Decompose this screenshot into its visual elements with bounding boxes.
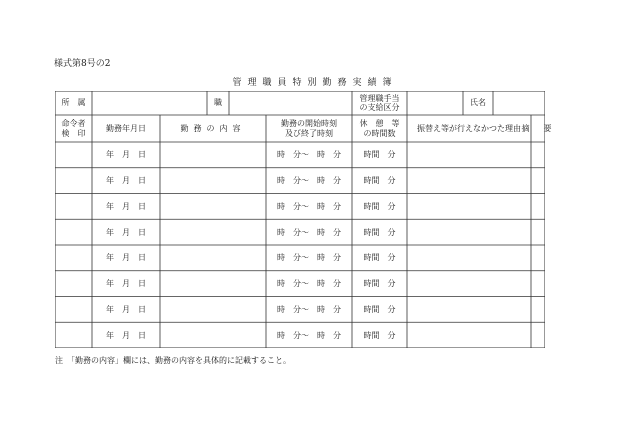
affiliation-value[interactable] (92, 91, 207, 115)
record-table (55, 91, 555, 348)
content-cell[interactable] (160, 271, 266, 297)
date-cell: 年 月 日 (106, 304, 146, 314)
post-label: 職 (214, 98, 222, 108)
work-time-cell: 時 分～ 時 分 (277, 227, 341, 237)
rest-time-cell: 時間 分 (363, 176, 396, 186)
date-cell: 年 月 日 (106, 150, 146, 160)
date-cell: 年 月 日 (106, 227, 146, 237)
page-title: 管理職員特別勤務実績簿 (232, 78, 398, 88)
col-reason: 振替え等が行えなかつた理由 (417, 123, 521, 133)
work-time-cell: 時 分～ 時 分 (277, 330, 341, 340)
rest-time-cell: 時間 分 (363, 227, 396, 237)
rest-time-cell: 時間 分 (363, 330, 396, 340)
work-time-cell: 時 分～ 時 分 (277, 304, 341, 314)
reason-cell[interactable] (407, 297, 531, 323)
work-time-cell: 時 分～ 時 分 (277, 253, 341, 263)
reason-cell[interactable] (407, 271, 531, 297)
reason-cell[interactable] (407, 142, 531, 168)
orderer-seal-cell[interactable] (55, 168, 92, 194)
reason-cell[interactable] (407, 245, 531, 271)
col-orderer-seal (55, 115, 92, 142)
col-work-time (266, 115, 352, 142)
date-cell: 年 月 日 (106, 330, 146, 340)
allowance-label (352, 91, 407, 115)
rest-time-cell: 時間 分 (363, 201, 396, 211)
remarks-cell[interactable] (531, 142, 545, 168)
orderer-seal-cell[interactable] (55, 245, 92, 271)
work-time-cell: 時 分～ 時 分 (277, 176, 341, 186)
rest-time-cell: 時間 分 (363, 253, 396, 263)
reason-cell[interactable] (407, 194, 531, 220)
col-rest-line2: の時間数 (363, 128, 396, 138)
name-label: 氏名 (470, 98, 486, 108)
footnote: 注 「勤務の内容」欄には、勤務の内容を具体的に記載すること。 (55, 356, 291, 365)
allowance-label-line1: 管理職手当 (359, 93, 400, 103)
date-cell: 年 月 日 (106, 176, 146, 186)
allowance-label-line2: の支給区分 (359, 103, 400, 112)
rest-time-cell: 時間 分 (363, 150, 396, 160)
content-cell[interactable] (160, 322, 266, 348)
orderer-seal-cell[interactable] (55, 219, 92, 245)
content-cell[interactable] (160, 245, 266, 271)
reason-cell[interactable] (407, 322, 531, 348)
col-rest-line1: 休 憩 等 (359, 119, 400, 129)
col-rest (352, 115, 407, 142)
work-time-cell: 時 分～ 時 分 (277, 150, 341, 160)
remarks-cell[interactable] (531, 322, 545, 348)
reason-cell[interactable] (407, 168, 531, 194)
content-cell[interactable] (160, 168, 266, 194)
col-remarks: 摘 要 (521, 123, 555, 133)
form-number: 様式第8号の2 (54, 59, 111, 69)
date-cell: 年 月 日 (106, 279, 146, 289)
remarks-cell[interactable] (531, 219, 545, 245)
content-cell[interactable] (160, 194, 266, 220)
col-work-time-line2: 及び終了時刻 (285, 128, 333, 138)
name-value[interactable] (493, 91, 545, 115)
col-work-time-line1: 勤務の開始時刻 (281, 119, 337, 129)
col-date: 勤務年月日 (106, 123, 146, 133)
col-orderer-line1: 命令者 (61, 119, 86, 129)
remarks-cell[interactable] (531, 271, 545, 297)
content-cell[interactable] (160, 142, 266, 168)
rest-time-cell: 時間 分 (363, 279, 396, 289)
remarks-cell[interactable] (531, 245, 545, 271)
post-value[interactable] (229, 91, 352, 115)
date-cell: 年 月 日 (106, 253, 146, 263)
date-cell: 年 月 日 (106, 201, 146, 211)
reason-cell[interactable] (407, 219, 531, 245)
remarks-cell[interactable] (531, 297, 545, 323)
content-cell[interactable] (160, 219, 266, 245)
work-time-cell: 時 分～ 時 分 (277, 279, 341, 289)
orderer-seal-cell[interactable] (55, 297, 92, 323)
col-content: 勤務の内容 (180, 123, 246, 133)
affiliation-label: 所 属 (61, 98, 86, 108)
content-cell[interactable] (160, 297, 266, 323)
allowance-value[interactable] (407, 91, 463, 115)
orderer-seal-cell[interactable] (55, 194, 92, 220)
orderer-seal-cell[interactable] (55, 142, 92, 168)
remarks-cell[interactable] (531, 168, 545, 194)
rest-time-cell: 時間 分 (363, 304, 396, 314)
orderer-seal-cell[interactable] (55, 322, 92, 348)
col-orderer-line2: 検 印 (61, 128, 86, 138)
orderer-seal-cell[interactable] (55, 271, 92, 297)
work-time-cell: 時 分～ 時 分 (277, 201, 341, 211)
remarks-cell[interactable] (531, 194, 545, 220)
